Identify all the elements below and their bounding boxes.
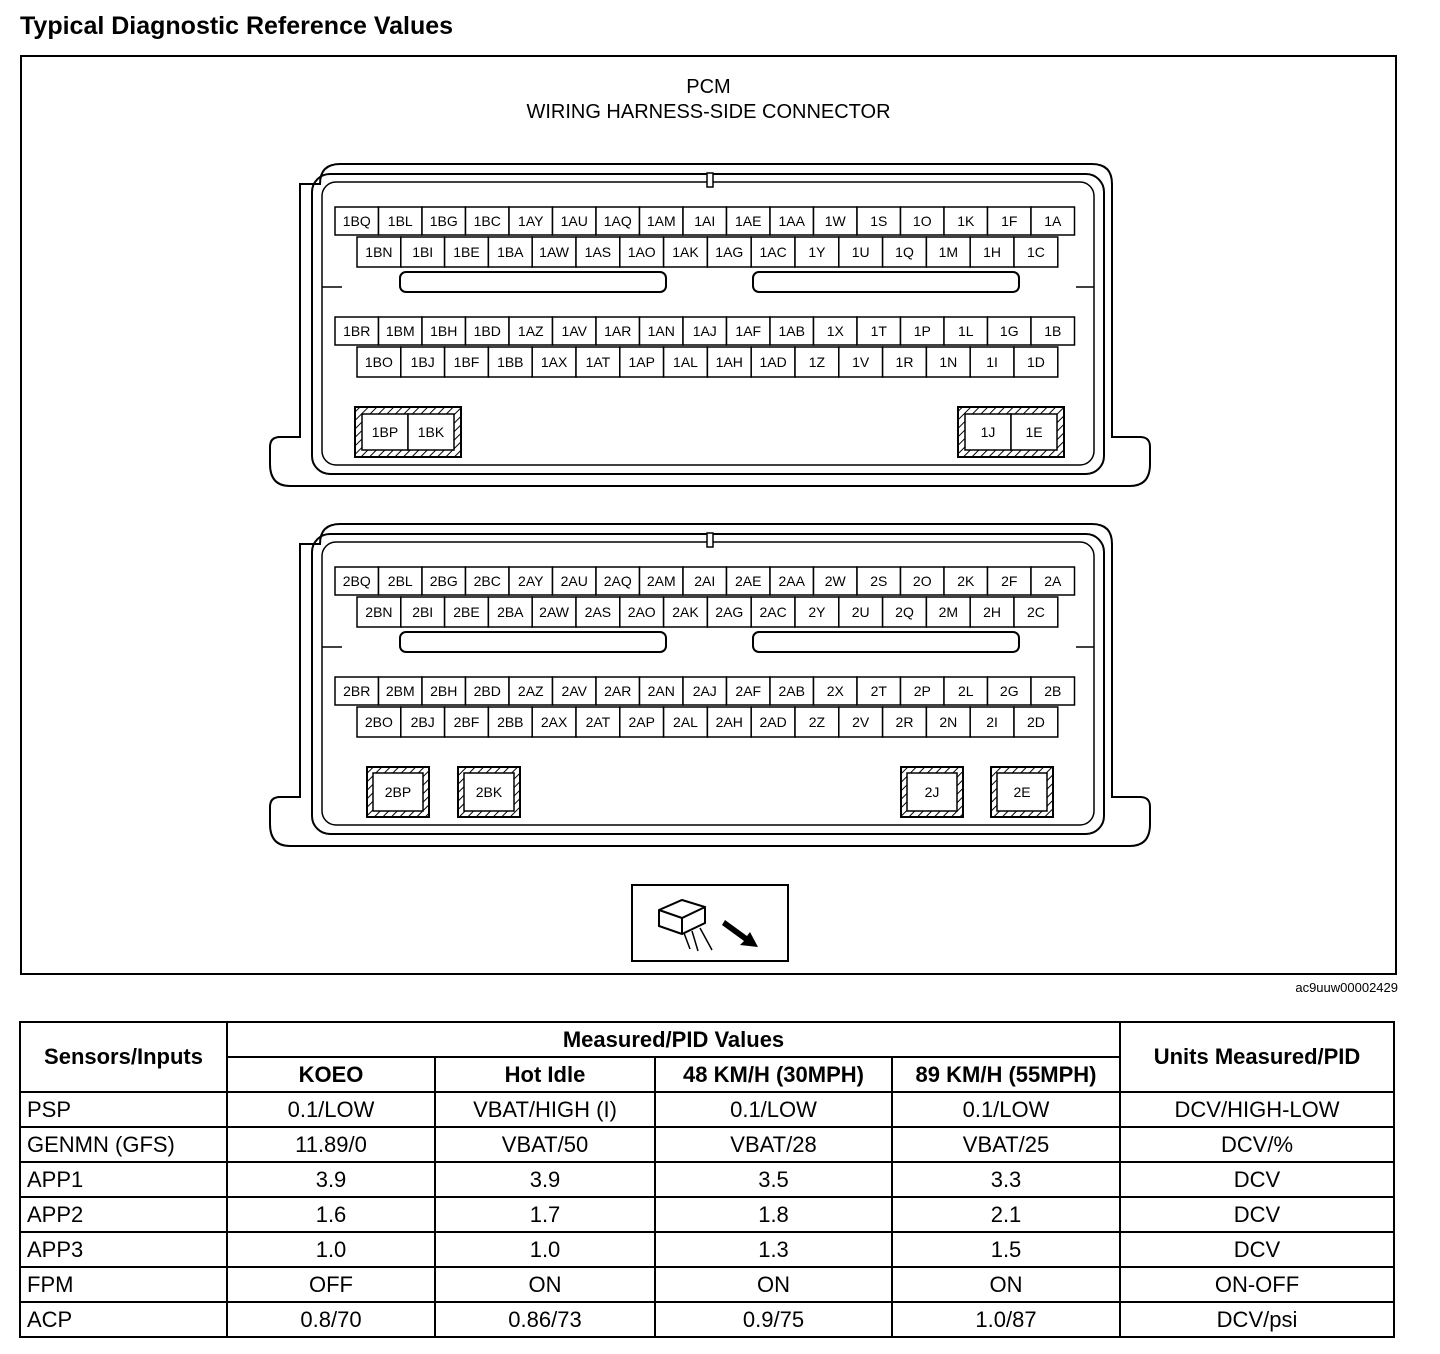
power-pin-label: 2J: [924, 784, 940, 800]
pin-label: 2A: [1044, 573, 1062, 589]
pin-label: 1BC: [473, 213, 501, 229]
pin-label: 1P: [913, 323, 931, 339]
pin-label: 2AP: [628, 714, 655, 730]
table-cell: DCV: [1120, 1197, 1394, 1232]
pin-label: 2I: [986, 714, 998, 730]
latch-bar: [400, 272, 666, 292]
pin-label: 2P: [913, 683, 931, 699]
pin-label: 2N: [939, 714, 958, 730]
pin-label: 1AG: [715, 244, 744, 260]
pin-label: 1BH: [430, 323, 458, 339]
pin-label: 2S: [870, 573, 888, 589]
pin-label: 1AD: [759, 354, 787, 370]
pin-label: 2BH: [430, 683, 458, 699]
table-cell: 0.9/75: [655, 1302, 892, 1337]
pin-label: 2AC: [759, 604, 787, 620]
table-cell: 3.9: [435, 1162, 655, 1197]
pin-label: 1O: [912, 213, 932, 229]
pin-label: 2AQ: [603, 573, 632, 589]
pin-label: 1I: [986, 354, 998, 370]
pin-label: 1V: [852, 354, 870, 370]
pin-label: 1AC: [759, 244, 787, 260]
pin-label: 1BM: [385, 323, 415, 339]
pin-label: 1M: [938, 244, 959, 260]
pin-label: 2AE: [735, 573, 762, 589]
pin-label: 1AY: [518, 213, 544, 229]
table-cell: 0.1/LOW: [655, 1092, 892, 1127]
pin-label: 2AB: [778, 683, 805, 699]
pin-label: 1AX: [540, 354, 568, 370]
key-notch: [707, 173, 713, 187]
pin-label: 1AN: [647, 323, 675, 339]
pin-label: 2U: [851, 604, 870, 620]
table-row: [20, 1162, 1394, 1197]
pin-label: 1AQ: [603, 213, 632, 229]
table-cell: 1.8: [655, 1197, 892, 1232]
pin-label: 2Q: [895, 604, 914, 620]
pin-label: 2Z: [808, 714, 826, 730]
page-title: Typical Diagnostic Reference Values: [20, 12, 454, 40]
pin-label: 1AI: [694, 213, 716, 229]
latch-bar: [400, 632, 666, 652]
table-cell: 0.8/70: [227, 1302, 435, 1337]
header-measured: Measured/PID Values: [227, 1022, 1120, 1057]
table-row: [20, 1092, 1394, 1127]
pin-label: 2BR: [343, 683, 371, 699]
table-cell: ON-OFF: [1120, 1267, 1394, 1302]
pin-label: 1BO: [364, 354, 393, 370]
table-row: [20, 1197, 1394, 1232]
pin-label: 2H: [983, 604, 1002, 620]
table-cell: 1.5: [892, 1232, 1120, 1267]
pin-label: 1L: [957, 323, 974, 339]
table-cell: DCV/HIGH-LOW: [1120, 1092, 1394, 1127]
pin-label: 2O: [912, 573, 932, 589]
power-pin-label: 2BK: [475, 784, 503, 800]
table-cell: 1.0: [227, 1232, 435, 1267]
pin-label: 2BN: [365, 604, 393, 620]
pin-label: 2AS: [584, 604, 612, 620]
pin-label: 2BJ: [410, 714, 435, 730]
pin-label: 1N: [939, 354, 958, 370]
table-cell: 1.6: [227, 1197, 435, 1232]
pin-label: 2BG: [429, 573, 458, 589]
pin-label: 2AO: [627, 604, 656, 620]
pin-label: 1BG: [429, 213, 458, 229]
pin-label: 1AF: [735, 323, 762, 339]
pin-label: 2AL: [673, 714, 698, 730]
pin-label: 1AT: [585, 354, 611, 370]
power-pin-label: 1E: [1025, 424, 1043, 440]
table-cell: OFF: [227, 1267, 435, 1302]
pin-label: 2G: [999, 683, 1019, 699]
figure-id: ac9uuw00002429: [1295, 980, 1398, 995]
pin-label: 1AB: [778, 323, 805, 339]
pin-label: 2AK: [672, 604, 699, 620]
pin-label: 2AN: [647, 683, 675, 699]
table-header-row: [20, 1022, 1394, 1057]
table-cell: DCV: [1120, 1162, 1394, 1197]
table-cell: 1.7: [435, 1197, 655, 1232]
power-pin-label: 2E: [1013, 784, 1031, 800]
pin-label: 1BL: [387, 213, 413, 229]
table-cell: 3.3: [892, 1162, 1120, 1197]
header-col: 89 KM/H (55MPH): [892, 1057, 1120, 1092]
pin-label: 1AZ: [517, 323, 544, 339]
pin-label: 1AW: [539, 244, 570, 260]
pin-label: 1AH: [715, 354, 743, 370]
row-label: FPM: [20, 1267, 227, 1302]
pin-label: 2BI: [412, 604, 434, 620]
key-notch: [707, 533, 713, 547]
table-cell: 1.0/87: [892, 1302, 1120, 1337]
row-label: PSP: [20, 1092, 227, 1127]
pin-label: 1Y: [808, 244, 826, 260]
pin-label: 1BJ: [410, 354, 435, 370]
pin-label: 1S: [870, 213, 888, 229]
pin-label: 2F: [1001, 573, 1018, 589]
pin-label: 1BR: [343, 323, 371, 339]
pin-label: 1X: [826, 323, 844, 339]
table-cell: 2.1: [892, 1197, 1120, 1232]
header-col: Hot Idle: [435, 1057, 655, 1092]
pin-label: 1BF: [453, 354, 480, 370]
pin-label: 2BL: [387, 573, 413, 589]
pin-label: 1AV: [561, 323, 587, 339]
power-pin-label: 1BP: [371, 424, 399, 440]
pin-label: 2BF: [453, 714, 480, 730]
pin-label: 1BE: [453, 244, 480, 260]
table-cell: VBAT/25: [892, 1127, 1120, 1162]
pin-label: 2AD: [759, 714, 787, 730]
connector-figure: [20, 55, 1397, 975]
pin-label: 1BD: [473, 323, 501, 339]
reference-values-table: [19, 1021, 1395, 1338]
table-cell: 1.0: [435, 1232, 655, 1267]
pin-label: 2BE: [453, 604, 480, 620]
pin-label: 1BN: [365, 244, 393, 260]
pin-label: 2AT: [585, 714, 611, 730]
table-cell: VBAT/50: [435, 1127, 655, 1162]
connector-view-icon: [632, 885, 788, 961]
pin-label: 1BI: [412, 244, 434, 260]
pin-label: 1H: [983, 244, 1002, 260]
header-units: Units Measured/PID: [1120, 1022, 1394, 1092]
figure-title-line1: PCM: [686, 76, 731, 98]
table-cell: 11.89/0: [227, 1127, 435, 1162]
pin-label: 2AU: [560, 573, 588, 589]
pin-label: 1C: [1026, 244, 1045, 260]
pin-label: 2BB: [497, 714, 524, 730]
pin-label: 1R: [895, 354, 914, 370]
connector-diagram: [22, 57, 1395, 973]
row-label: APP3: [20, 1232, 227, 1267]
pin-label: 2AX: [540, 714, 568, 730]
pin-label: 1AP: [628, 354, 655, 370]
pin-label: 2X: [826, 683, 844, 699]
pin-label: 2AV: [561, 683, 587, 699]
table-cell: DCV/%: [1120, 1127, 1394, 1162]
pin-label: 2D: [1026, 714, 1045, 730]
pin-label: 2C: [1026, 604, 1045, 620]
power-pin-label: 1J: [980, 424, 996, 440]
pin-label: 1AS: [584, 244, 612, 260]
pin-label: 1AL: [673, 354, 698, 370]
table-cell: DCV: [1120, 1232, 1394, 1267]
pin-label: 1Q: [895, 244, 914, 260]
pin-label: 1K: [957, 213, 975, 229]
pin-label: 1BA: [497, 244, 524, 260]
header-sensors: Sensors/Inputs: [20, 1022, 227, 1092]
pin-label: 2BC: [473, 573, 501, 589]
pin-label: 2B: [1044, 683, 1062, 699]
pin-label: 2BA: [497, 604, 524, 620]
pin-label: 2AA: [778, 573, 805, 589]
power-pin-label: 2BP: [384, 784, 412, 800]
pin-label: 1A: [1044, 213, 1062, 229]
table-row: [20, 1127, 1394, 1162]
pin-label: 2L: [957, 683, 974, 699]
pin-label: 1AJ: [692, 323, 717, 339]
table-row: [20, 1302, 1394, 1337]
pin-label: 1AE: [735, 213, 762, 229]
pin-label: 2AW: [539, 604, 570, 620]
pin-label: 1AU: [560, 213, 588, 229]
pin-label: 1Z: [808, 354, 826, 370]
pin-label: 2AJ: [692, 683, 717, 699]
power-pin-label: 1BK: [417, 424, 445, 440]
table-cell: 3.9: [227, 1162, 435, 1197]
pin-label: 2T: [870, 683, 887, 699]
table-cell: DCV/psi: [1120, 1302, 1394, 1337]
row-label: GENMN (GFS): [20, 1127, 227, 1162]
pin-label: 1BB: [497, 354, 524, 370]
pin-label: 1BQ: [342, 213, 371, 229]
row-label: APP2: [20, 1197, 227, 1232]
pin-label: 1D: [1026, 354, 1045, 370]
row-label: ACP: [20, 1302, 227, 1337]
pin-label: 2Y: [808, 604, 826, 620]
table-row: [20, 1232, 1394, 1267]
pin-label: 2BO: [364, 714, 393, 730]
pin-label: 1AA: [778, 213, 805, 229]
latch-bar: [753, 272, 1019, 292]
pin-label: 1B: [1044, 323, 1062, 339]
pin-label: 2V: [852, 714, 870, 730]
pin-label: 2AM: [646, 573, 676, 589]
pin-label: 2AR: [604, 683, 632, 699]
table-cell: ON: [435, 1267, 655, 1302]
table-cell: VBAT/HIGH (I): [435, 1092, 655, 1127]
table-cell: 3.5: [655, 1162, 892, 1197]
pin-label: 2AZ: [517, 683, 544, 699]
table-cell: 0.1/LOW: [227, 1092, 435, 1127]
table-cell: ON: [655, 1267, 892, 1302]
pin-label: 1AO: [627, 244, 656, 260]
row-label: APP1: [20, 1162, 227, 1197]
pin-label: 2AI: [694, 573, 716, 589]
table-cell: ON: [892, 1267, 1120, 1302]
pin-label: 2BQ: [342, 573, 371, 589]
pin-label: 2M: [938, 604, 959, 620]
pin-label: 1U: [851, 244, 870, 260]
pin-label: 1W: [824, 213, 846, 229]
pin-label: 1AM: [646, 213, 676, 229]
pin-label: 1AK: [672, 244, 699, 260]
pin-label: 1G: [999, 323, 1019, 339]
pin-label: 1AR: [604, 323, 632, 339]
pin-label: 2R: [895, 714, 914, 730]
pin-label: 2AF: [735, 683, 762, 699]
pin-label: 2W: [824, 573, 846, 589]
pin-label: 2AY: [518, 573, 544, 589]
pin-label: 2K: [957, 573, 975, 589]
table-cell: 0.86/73: [435, 1302, 655, 1337]
table-cell: 0.1/LOW: [892, 1092, 1120, 1127]
pin-label: 2AG: [715, 604, 744, 620]
pin-label: 2AH: [715, 714, 743, 730]
pin-label: 1T: [870, 323, 887, 339]
latch-bar: [753, 632, 1019, 652]
table-cell: VBAT/28: [655, 1127, 892, 1162]
figure-title-line2: WIRING HARNESS-SIDE CONNECTOR: [526, 101, 891, 123]
header-col: 48 KM/H (30MPH): [655, 1057, 892, 1092]
pin-label: 2BM: [385, 683, 415, 699]
pin-label: 1F: [1001, 213, 1018, 229]
pin-label: 2BD: [473, 683, 501, 699]
table-cell: 1.3: [655, 1232, 892, 1267]
table-row: [20, 1267, 1394, 1302]
header-col: KOEO: [227, 1057, 435, 1092]
